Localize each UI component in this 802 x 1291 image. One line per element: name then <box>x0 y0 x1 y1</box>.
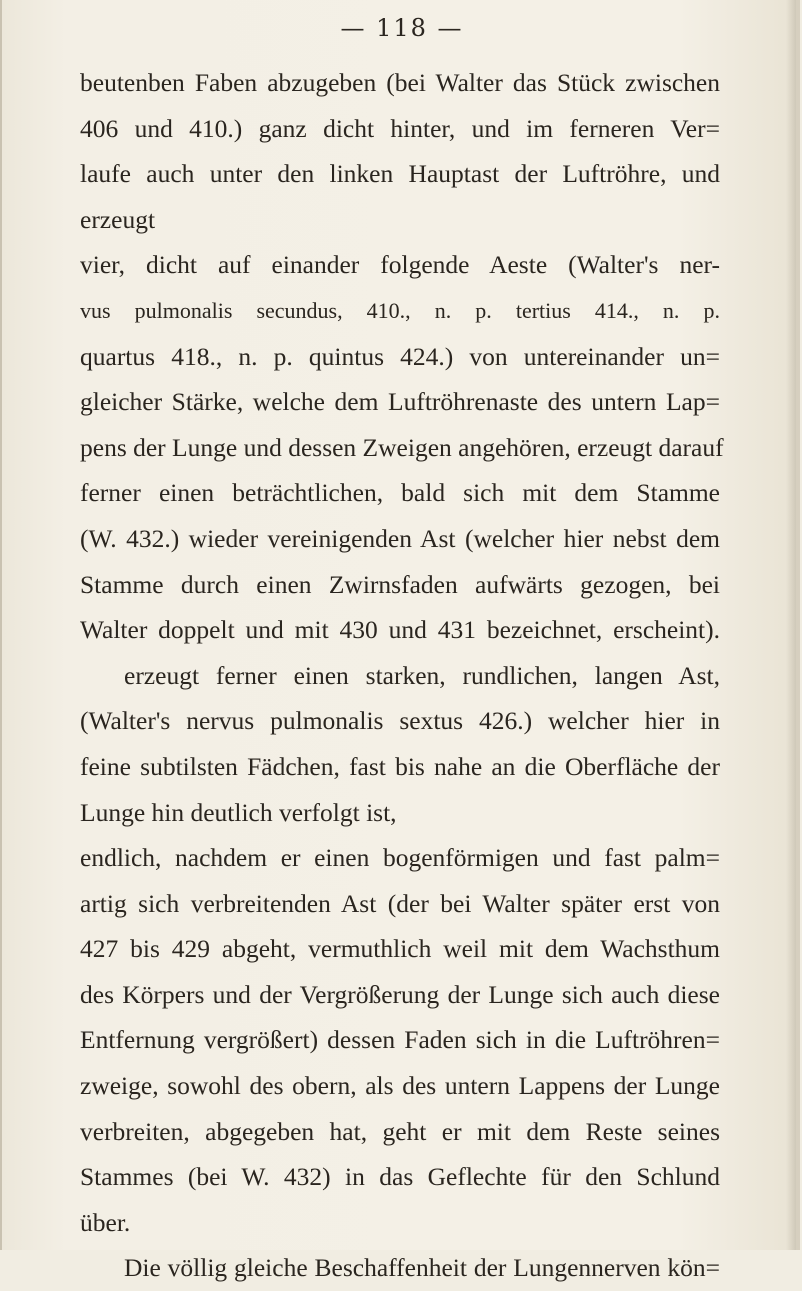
body-text <box>80 60 724 1291</box>
text-line: (W. 432.) wieder vereinigenden Ast (welcher hier nebst dem <box>80 523 720 553</box>
text-line: gleicher Stärke, welche dem Luftröhrenaste des untern Lap= <box>80 387 720 417</box>
text-line: erzeugt ferner einen starken, rundlichen, langen Ast, <box>124 660 720 690</box>
text-line: verbreiten, abgegeben hat, geht er mit dem Reste seines <box>80 1116 720 1146</box>
text-line: ferner einen beträchtlichen, bald sich mit dem Stamme <box>80 478 720 508</box>
text-line: 427 bis 429 abgeht, vermuthlich weil mit dem Wachsthum <box>80 934 720 964</box>
text-line: Stammes (bei W. 432) in das Geflechte für den Schlund <box>80 1162 720 1192</box>
text-line: Entfernung vergrößert) dessen Faden sich in die Luftröhren= <box>80 1025 720 1055</box>
text-line: (Walter's nervus pulmonalis sextus 426.) welcher hier in <box>80 706 720 736</box>
text-line: endlich, nachdem er einen bogenförmigen und fast palm= <box>80 843 720 873</box>
text-line: Die völlig gleiche Beschaffenheit der Lungennerven kön= <box>124 1253 720 1283</box>
text-line: laufe auch unter den linken Hauptast der Luftröhre, und <box>80 159 720 189</box>
text-line: des Körpers und der Vergrößerung der Lunge sich auch diese <box>80 979 720 1009</box>
text-line: 406 und 410.) ganz dicht hinter, und im ferneren Ver= <box>80 113 720 143</box>
text-line: artig sich verbreitenden Ast (der bei Walter später erst von <box>80 888 720 918</box>
text-line: beutenben Faben abzugeben (bei Walter das Stück zwischen <box>80 68 720 97</box>
text-line: zweige, sowohl des obern, als des untern Lappens der Lunge <box>80 1071 720 1101</box>
text-line: erzeugt <box>80 204 156 234</box>
text-line: quartus 418., n. p. quintus 424.) von untereinander un= <box>80 341 720 371</box>
page-number-header: — 118 — <box>340 14 464 42</box>
text-line: Lunge hin deutlich verfolgt ist, <box>80 797 397 827</box>
text-line: Walter doppelt und mit 430 und 431 bezeichnet, erscheint). <box>80 615 720 645</box>
text-line: feine subtilsten Fädchen, fast bis nahe an die Oberfläche der <box>80 751 720 781</box>
text-line: vus pulmonalis secundus, 410., n. p. tertius 414., n. p. <box>80 297 720 323</box>
text-line: vier, dicht auf einander folgende Aeste (Walter's ner- <box>80 250 720 280</box>
page-edge-shadow <box>786 0 796 1250</box>
text-line: über. <box>80 1207 131 1237</box>
text-line: pens der Lunge und dessen Zweigen angehören, erzeugt darauf <box>80 432 724 462</box>
text-line: Stamme durch einen Zwirnsfaden aufwärts gezogen, bei <box>80 569 720 599</box>
